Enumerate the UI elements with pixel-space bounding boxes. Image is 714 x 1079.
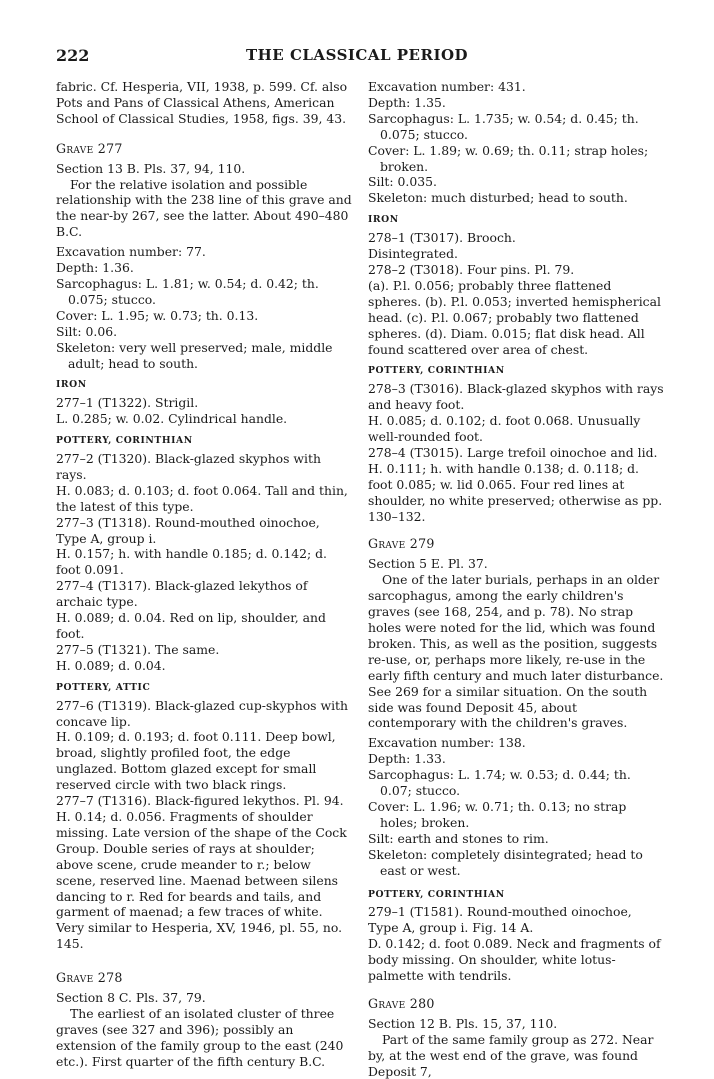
item-277-1-title: 277–1 (T1322). Strigil. <box>56 395 199 411</box>
grave-279-cover: Cover: L. 1.96; w. 0.71; th. 0.13; no strap holes; broken. <box>368 798 627 830</box>
subhead-pottery-attic: POTTERY, ATTIC <box>56 681 151 693</box>
running-title: THE CLASSICAL PERIOD <box>245 46 469 64</box>
grave-277-heading: Grave 277 <box>56 140 123 156</box>
item-277-1-desc: L. 0.285; w. 0.02. Cylindrical handle. <box>56 411 288 427</box>
page-header <box>0 46 714 68</box>
item-277-7-title: 277–7 (T1316). Black-figured lekythos. Pl. 94. <box>56 793 344 809</box>
grave-279-excavation: Excavation number: 138. <box>368 735 526 751</box>
item-277-5-desc: H. 0.089; d. 0.04. <box>56 657 166 673</box>
item-277-4-title: 277–4 (T1317). Black-glazed lekythos of archaic type. <box>56 578 308 610</box>
grave-280-heading: Grave 280 <box>368 995 435 1011</box>
grave-277-cover: Cover: L. 1.95; w. 0.73; th. 0.13. <box>56 307 259 323</box>
grave-277-excavation: Excavation number: 77. <box>56 244 206 260</box>
grave-279-depth: Depth: 1.33. <box>368 751 446 767</box>
grave-278-cover: Cover: L. 1.89; w. 0.69; th. 0.11; strap holes; broken. <box>368 142 649 174</box>
page-number: 222 <box>56 46 90 65</box>
grave-277-skeleton: Skeleton: very well preserved; male, middle adult; head to south. <box>56 339 333 371</box>
grave-278-excavation: Excavation number: 431. <box>368 79 526 94</box>
grave-279-heading: Grave 279 <box>368 536 435 552</box>
subhead-pottery-corinthian-2: POTTERY, CORINTHIAN <box>368 888 505 900</box>
grave-277-description: For the relative isolation and possible relationship with the 238 line of this grave and the near-by 267, see the latter. About 490–480 B.C. <box>56 176 352 240</box>
item-278-3-desc: H. 0.085; d. 0.102; d. foot 0.068. Unusually well-rounded foot. <box>368 413 641 445</box>
item-278-2-desc: (a). P.l. 0.056; probably three flattened spheres. (b). P.l. 0.053; inverted hemispherical head. (c). P.l. 0.067; probably two flattened spheres. (d). Diam. 0.015; flat disk head. All found scattered over area of chest. <box>368 277 661 357</box>
item-279-1-title: 279–1 (T1581). Round-mouthed oinochoe, Type A, group i. Fig. 14 A. <box>368 904 632 936</box>
item-279-1-desc: D. 0.142; d. foot 0.089. Neck and fragments of body missing. On shoulder, white lotus-palmette with tendrils. <box>368 936 661 984</box>
item-278-1-title: 278–1 (T3017). Brooch. <box>368 230 516 246</box>
item-277-3-desc: H. 0.157; h. with handle 0.185; d. 0.142; d. foot 0.091. <box>56 546 327 578</box>
grave-279-section: Section 5 E. Pl. 37. <box>368 556 488 572</box>
intro-paragraph: fabric. Cf. Hesperia, VII, 1938, p. 599. Cf. also Pots and Pans of Classical Athens, American School of Classical Studies, 1958, figs. 39, 43. <box>56 79 348 126</box>
right-column <box>368 79 666 1079</box>
grave-279-sarcophagus: Sarcophagus: L. 1.74; w. 0.53; d. 0.44; th. 0.07; stucco. <box>368 767 631 799</box>
grave-278-sarcophagus: Sarcophagus: L. 1.735; w. 0.54; d. 0.45; th. 0.075; stucco. <box>368 110 639 142</box>
item-278-4-title: 278–4 (T3015). Large trefoil oinochoe and lid. <box>368 444 658 460</box>
item-277-3-title: 277–3 (T1318). Round-mouthed oinochoe, Type A, group i. <box>56 514 320 546</box>
grave-278-skeleton: Skeleton: much disturbed; head to south. <box>368 190 628 206</box>
item-277-2-title: 277–2 (T1320). Black-glazed skyphos with rays. <box>56 451 321 482</box>
grave-279-silt: Silt: earth and stones to rim. <box>368 830 549 846</box>
item-277-6-desc: H. 0.109; d. 0.193; d. foot 0.111. Deep bowl, broad, slightly profiled foot, the edge unglazed. Bottom glazed except for small reserved circle with two black rings. <box>56 729 336 793</box>
grave-277-silt: Silt: 0.06. <box>56 323 118 339</box>
grave-279-skeleton: Skeleton: completely disintegrated; head to east or west. <box>368 846 643 878</box>
item-277-7-desc: H. 0.14; d. 0.056. Fragments of shoulder missing. Late version of the shape of the Cock Group. Double series of rays at shoulder; above scene, crude meander to r.; below scene, reserved line. Maenad between silens dancing to r. Red for beards and tails, and garment of maenad; a few traces of white. Very similar to Hesperia, XV, 1946, pl. 55, no. 145. <box>56 808 347 952</box>
item-278-2-title: 278–2 (T3018). Four pins. Pl. 79. <box>368 261 575 277</box>
grave-277-sarcophagus: Sarcophagus: L. 1.81; w. 0.54; d. 0.42; th. 0.075; stucco. <box>56 275 319 307</box>
item-278-4-desc: H. 0.111; h. with handle 0.138; d. 0.118; d. foot 0.085; w. lid 0.065. Four red lines at shoulder, no white preserved; otherwise as pp. 130–132. <box>368 460 663 524</box>
item-277-5-title: 277–5 (T1321). The same. <box>56 641 220 657</box>
grave-277-depth: Depth: 1.36. <box>56 260 134 276</box>
grave-280-description: Part of the same family group as 272. Near by, at the west end of the grave, was found Deposit 7, <box>368 1031 654 1079</box>
subhead-pottery-corinthian: POTTERY, CORINTHIAN <box>368 365 505 377</box>
item-278-3-title: 278–3 (T3016). Black-glazed skyphos with rays and heavy foot. <box>368 381 664 413</box>
grave-279-description: One of the later burials, perhaps in an older sarcophagus, among the early children's graves (see 168, 254, and p. 78). No strap holes were noted for the lid, which was found broken. This, as well as the position, suggests re-use, or, perhaps more likely, re-use in the early fifth century and much later disturbance. See 269 for a similar situation. On the south side was found Deposit 45, about contemporary with the children's graves. <box>368 572 664 731</box>
subhead-iron: IRON <box>56 379 87 391</box>
item-277-2-desc: H. 0.083; d. 0.103; d. foot 0.064. Tall and thin, the latest of this type. <box>56 482 348 514</box>
subhead-pottery-corinthian: POTTERY, CORINTHIAN <box>56 435 193 447</box>
grave-278-heading: Grave 278 <box>56 970 123 986</box>
item-278-1-desc: Disintegrated. <box>368 246 458 262</box>
left-column <box>56 79 354 1070</box>
grave-278-description: The earliest of an isolated cluster of three graves (see 327 and 396); possibly an extension of the family group to the east (240 etc.). First quarter of the fifth century B.C. <box>56 1005 344 1069</box>
subhead-iron: IRON <box>368 214 399 226</box>
item-277-4-desc: H. 0.089; d. 0.04. Red on lip, shoulder, and foot. <box>56 610 326 641</box>
grave-280-section: Section 12 B. Pls. 15, 37, 110. <box>368 1015 558 1031</box>
grave-278-depth: Depth: 1.35. <box>368 94 446 110</box>
item-277-6-title: 277–6 (T1319). Black-glazed cup-skyphos with concave lip. <box>56 697 348 729</box>
grave-277-section: Section 13 B. Pls. 37, 94, 110. <box>56 160 246 176</box>
grave-278-section: Section 8 C. Pls. 37, 79. <box>56 990 206 1006</box>
grave-278-silt: Silt: 0.035. <box>368 174 437 190</box>
